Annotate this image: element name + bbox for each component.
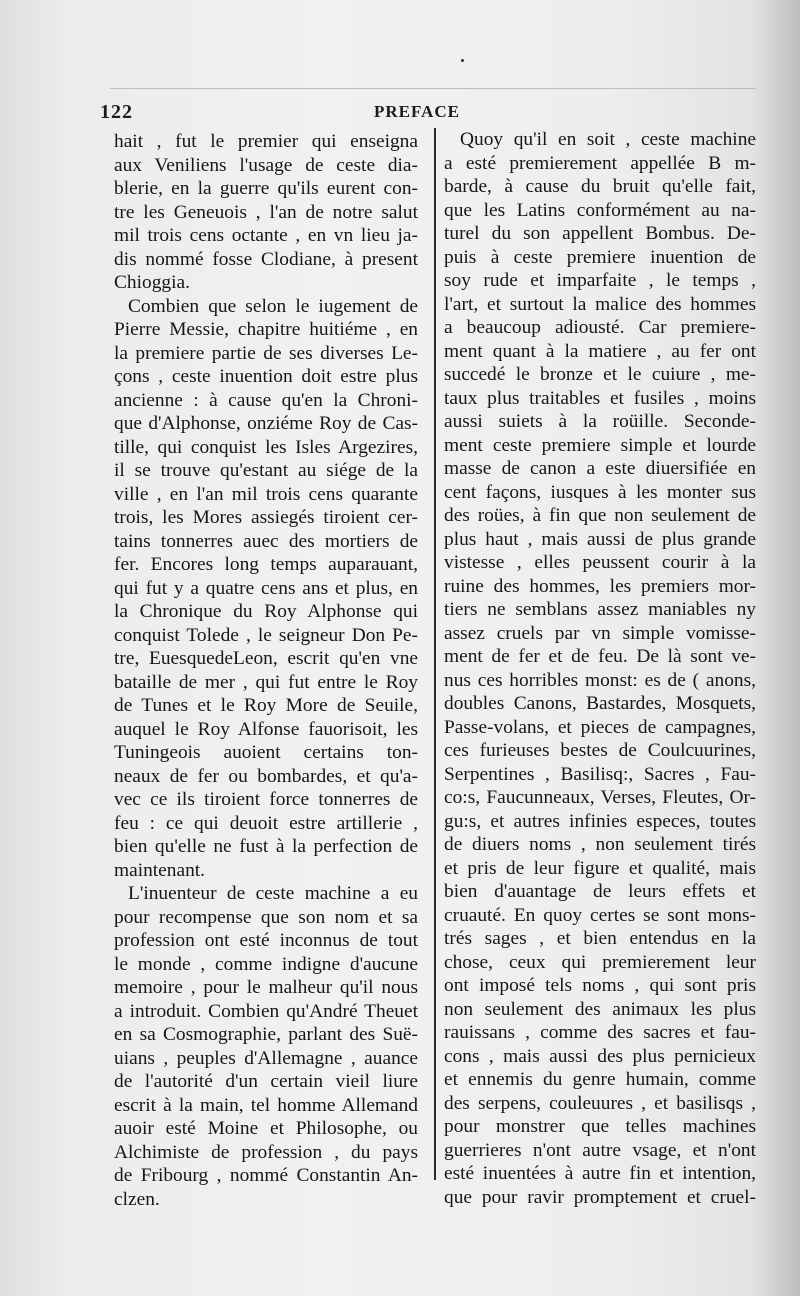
text-line: cons , mais aussi des plus pernicieux: [444, 1045, 756, 1067]
text-line: memoire , pour le malheur qu'il nous: [114, 977, 418, 998]
text-line: Quoy qu'il en soit , ceste machine: [460, 129, 756, 150]
text-line: feu : ce qui deuoit estre artillerie ,: [114, 812, 418, 834]
text-line: barde, à cause du bruit qu'elle fait,: [444, 176, 756, 197]
text-line: ment ceste premiere simple et lourde: [444, 434, 756, 456]
text-line: de Tunes et le Roy More de Seuile,: [114, 695, 418, 716]
text-line: guerrieres n'ont autre vsage, et n'ont: [444, 1139, 756, 1161]
text-line: des serpens, couleuures , et basilisqs ,: [444, 1092, 756, 1114]
text-line: masse de canon a este diuersifiée en: [444, 458, 756, 479]
text-line: L'inuenteur de ceste machine a eu: [128, 883, 418, 904]
text-line: de Fribourg , nommé Constantin An-: [114, 1165, 418, 1186]
text-line: a introduit. Combien qu'André Theuet: [114, 1000, 418, 1022]
text-line: Serpentines , Basilisq:, Sacres , Fau-: [444, 763, 756, 785]
text-line: auquel le Roy Alfonse fauorisoit, les: [114, 718, 418, 740]
text-line: ces furieuses bestes de Coulcuurines,: [444, 740, 756, 761]
text-line: cent façons, iusques à les monter sus: [444, 481, 756, 503]
text-line: aussi suiets à la roüille. Seconde-: [444, 411, 756, 432]
text-line: neaux de fer ou bombardes, et qu'a-: [114, 765, 418, 787]
text-line: auoir esté Moine et Philosophe, ou: [114, 1118, 418, 1139]
text-line: que les Latins conformément au na-: [444, 199, 756, 221]
text-line: Tuningeois auoient certains ton-: [114, 742, 418, 763]
text-line: cruauté. En quoy certes se sont mons-: [444, 904, 756, 926]
text-line: tille, qui conquist les Isles Argezires,: [114, 436, 418, 458]
text-line: Combien que selon le iugement de: [128, 295, 418, 317]
text-line: puis à ceste premiere inuention de: [444, 246, 756, 268]
text-line: aux Veniliens l'usage de ceste dia-: [114, 154, 418, 176]
text-line: hait , fut le premier qui enseigna: [114, 131, 418, 152]
text-line: pour recompense que son nom et sa: [114, 906, 418, 928]
text-line: rauissans , comme des sacres et fau-: [444, 1022, 756, 1043]
text-line: non seulement des animaux les plus: [444, 998, 756, 1020]
text-line: clzen.: [114, 1188, 160, 1210]
text-line: vec ce ils tiroient force tonnerres de: [114, 789, 418, 810]
text-line: le monde , comme indigne d'aucune: [114, 953, 418, 975]
text-line: pour monstrer que telles machines: [444, 1116, 756, 1137]
text-line: et pris de leur figure et qualité, mais: [444, 857, 756, 879]
text-line: co:s, Faucunneaux, Verses, Fleutes, Or-: [444, 787, 756, 808]
text-line: uians , peuples d'Allemagne , auance: [114, 1047, 418, 1069]
text-line: gu:s, et autres infinies especes, toutes: [444, 810, 756, 832]
left-column: [114, 130, 418, 1211]
column-divider: [434, 128, 436, 1180]
text-line: plus haut , mais aussi de plus grande: [444, 528, 756, 550]
text-line: trois, les Mores assiegés tiroient cer-: [114, 507, 418, 528]
text-line: succedé le bronze et le cuiure , me-: [444, 364, 756, 385]
text-line: des roües, à fin que non seulement de: [444, 505, 756, 526]
text-line: la premiere partie de ses diverses Le-: [114, 342, 418, 364]
text-line: que d'Alphonse, onziéme Roy de Cas-: [114, 413, 418, 434]
text-line: en sa Cosmographie, parlant des Suë-: [114, 1024, 418, 1045]
text-line: de l'autorité d'un certain vieil liure: [114, 1071, 418, 1092]
ink-speck: [461, 59, 464, 62]
text-line: a esté premierement appellée B m-: [444, 152, 756, 174]
text-line: profession ont esté inconnus de tout: [114, 930, 418, 951]
text-line: esté inuentées à autre fin et intention,: [444, 1163, 756, 1184]
text-line: ont imposé tels noms , qui sont pris: [444, 975, 756, 996]
text-line: mil trois cens octante , en vn lieu ja-: [114, 225, 418, 246]
text-line: Alchimiste de profession , du pays: [114, 1141, 418, 1163]
text-line: ruine des hommes, les premiers mor-: [444, 575, 756, 597]
text-line: çons , ceste inuention doit estre plus: [114, 366, 418, 387]
running-head: PREFACE: [374, 102, 461, 121]
text-line: Chioggia.: [114, 272, 190, 293]
text-line: et ennemis du genre humain, comme: [444, 1069, 756, 1090]
text-line: escrit à la main, tel homme Allemand: [114, 1094, 418, 1116]
text-line: de diuers noms , non seulement tirés: [444, 834, 756, 855]
text-line: bien d'auantage de leurs effets et: [444, 881, 756, 902]
text-line: ville , en l'an mil trois cens quarante: [114, 483, 418, 505]
text-line: a beaucoup adiousté. Car premiere-: [444, 317, 756, 338]
text-line: Passe-volans, et pieces de campagnes,: [444, 716, 756, 738]
text-line: Pierre Messie, chapitre huitiéme , en: [114, 319, 418, 340]
text-line: ment de fer et de feu. De là sont ve-: [444, 646, 756, 667]
text-line: tiers ne semblans assez maniables ny: [444, 599, 756, 620]
text-line: bataille de mer , qui fut entre le Roy: [114, 671, 418, 693]
text-line: que pour ravir promptement et cruel-: [444, 1186, 756, 1208]
text-line: conquist Tolede , le seigneur Don Pe-: [114, 624, 418, 646]
header-rule: [110, 88, 756, 89]
text-line: qui fut y a quatre cens ans et plus, en: [114, 577, 418, 599]
text-line: bien qu'elle ne fust à la perfection de: [114, 836, 418, 857]
text-line: chose, ceux qui premierement leur: [444, 951, 756, 973]
text-line: dis nommé fosse Clodiane, à present: [114, 248, 418, 270]
text-line: trés sages , et bien entendus en la: [444, 928, 756, 949]
text-line: tains tonnerres auec des mortiers de: [114, 530, 418, 552]
text-line: doubles Canons, Bastardes, Mosquets,: [444, 693, 756, 714]
text-line: il se trouve qu'estant au siége de la: [114, 460, 418, 481]
text-line: ment quant à la matiere , au fer ont: [444, 340, 756, 362]
text-line: blerie, en la guerre qu'ils eurent con-: [114, 178, 418, 199]
text-line: vistesse , elles peussent courir à la: [444, 552, 756, 573]
text-line: tre, EuesquedeLeon, escrit qu'en vne: [114, 648, 418, 669]
text-line: soy rude et imparfaite , le temps ,: [444, 270, 756, 291]
text-line: maintenant.: [114, 859, 205, 881]
text-line: ancienne : à cause qu'en la Chroni-: [114, 389, 418, 411]
text-line: assez cruels par vn simple vomisse-: [444, 622, 756, 644]
page-number: 122: [100, 101, 133, 123]
text-line: fer. Encores long temps auparauant,: [114, 554, 418, 575]
text-line: l'art, et surtout la malice des hommes: [444, 293, 756, 315]
right-column: [444, 128, 756, 1209]
text-line: nus ces horribles monst: es de ( anons,: [444, 669, 756, 691]
text-line: tre les Geneuois , l'an de notre salut: [114, 201, 418, 223]
text-line: la Chronique du Roy Alphonse qui: [114, 601, 418, 622]
text-line: turel du son appellent Bombus. De-: [444, 223, 756, 244]
text-line: taux plus traitables et fusiles , moins: [444, 387, 756, 409]
